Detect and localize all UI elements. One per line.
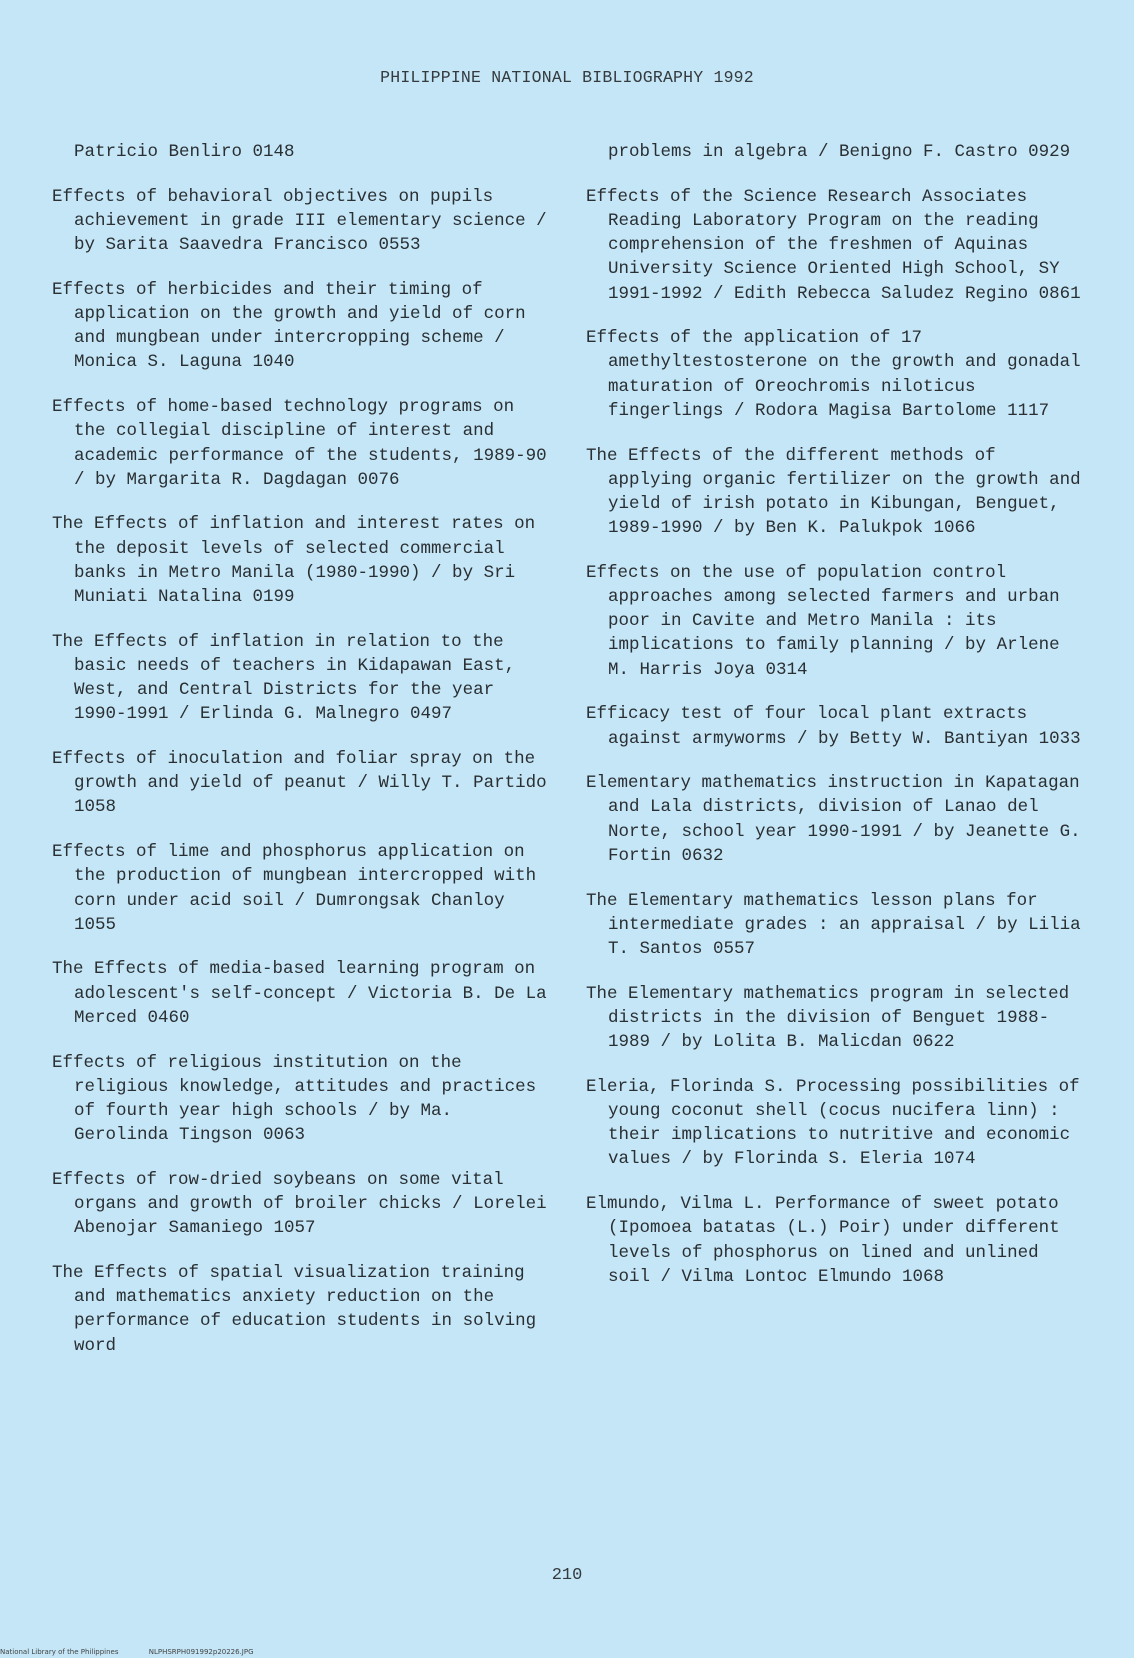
bibliography-entry: Effects of lime and phosphorus application on the production of mungbean intercropped with corn under acid soil / Dumrongsak Chanloy 1055 [52,842,537,935]
right-column [586,140,1086,1309]
bibliography-entry: Eleria, Florinda S. Processing possibilities of young coconut shell (cocus nucifera linn) : their implications to nutritive and economic values / by Florinda S. Eleria 1074 [586,1076,1080,1170]
bibliography-entry: problems in algebra / Benigno F. Castro 0929 [608,142,1071,162]
bibliography-entry: Effects of religious institution on the religious knowledge, attitudes and practices of fourth year high schools / by Ma. Gerolinda Tingson 0063 [52,1052,537,1146]
bibliography-entry: Effects of row-dried soybeans on some vital organs and growth of broiler chicks / Lorelei Abenojar Samaniego 1057 [52,1169,547,1239]
bibliography-entry: Efficacy test of four local plant extracts against armyworms / by Betty W. Bantiyan 1033 [586,704,1081,749]
bibliography-entry: The Effects of spatial visualization training and mathematics anxiety reduction on the performance of education students in solving word [52,1263,537,1356]
bibliography-entry: Patricio Benliro 0148 [74,142,295,162]
bibliography-entry: Effects of home-based technology programs on the collegial discipline of interest and academic performance of the students, 1989-90 / by Margarita R. Dagdagan 0076 [52,397,547,490]
footer [0,1648,282,1656]
bibliography-entry: Effects of the Science Research Associates Reading Laboratory Program on the reading comprehension of the freshmen of Aquinas University Science Oriented High School, SY 1991-1992 / Edith Rebecca Saludez Regino 0861 [586,186,1081,304]
page-number: 210 [551,1566,583,1585]
bibliography-entry: The Effects of inflation and interest rates on the deposit levels of selected commercial banks in Metro Manila (1980-1990) / by Sri Muniati Natalina 0199 [52,514,536,608]
bibliography-entry: Effects of behavioral objectives on pupils achievement in grade III elementary science / by Sarita Saavedra Francisco 0553 [52,186,547,256]
page-header: PHILIPPINE NATIONAL BIBLIOGRAPHY 1992 [380,68,754,87]
bibliography-entry: Elmundo, Vilma L. Performance of sweet potato (Ipomoea batatas (L.) Poir) under different levels of phosphorus on lined and unlined soil / Vilma Lontoc Elmundo 1068 [586,1194,1060,1287]
bibliography-entry: The Elementary mathematics program in selected districts in the division of Benguet 1988-1989 / by Lolita B. Malicdan 0622 [586,983,1070,1053]
bibliography-entry: The Effects of media-based learning program on adolescent's self-concept / Victoria B. De La Merced 0460 [52,959,547,1028]
footer-file: NLPHSRPH091992p20226.JPG [148,1648,254,1656]
bibliography-entry: Effects of inoculation and foliar spray on the growth and yield of peanut / Willy T. Partido 1058 [52,749,547,818]
bibliography-entry: Elementary mathematics instruction in Kapatagan and Lala districts, division of Lanao del Norte, school year 1990-1991 / by Jeanette G. Fortin 0632 [586,773,1081,866]
bibliography-entry: The Effects of inflation in relation to the basic needs of teachers in Kidapawan East, West, and Central Districts for the year 1990-1991 / Erlinda G. Malnegro 0497 [52,631,516,725]
bibliography-entry: The Elementary mathematics lesson plans for intermediate grades : an appraisal / by Lilia T. Santos 0557 [586,890,1081,959]
footer-library: National Library of the Philippines [0,1648,119,1656]
bibliography-entry: The Effects of the different methods of applying organic fertilizer on the growth and yield of irish potato in Kibungan, Benguet, 1989-1990 / by Ben K. Palukpok 1066 [586,445,1081,539]
bibliography-entry: Effects on the use of population control approaches among selected farmers and urban poor in Cavite and Metro Manila : its implications to family planning / by Arlene M. Harris Joya 0314 [586,562,1060,680]
bibliography-entry: Effects of herbicides and their timing of application on the growth and yield of corn and mungbean under intercropping scheme / Monica S. Laguna 1040 [52,279,526,373]
left-column [52,140,552,1378]
bibliography-entry: Effects of the application of 17 amethyltestosterone on the growth and gonadal maturation of Oreochromis niloticus fingerlings / Rodora Magisa Bartolome 1117 [586,328,1081,421]
